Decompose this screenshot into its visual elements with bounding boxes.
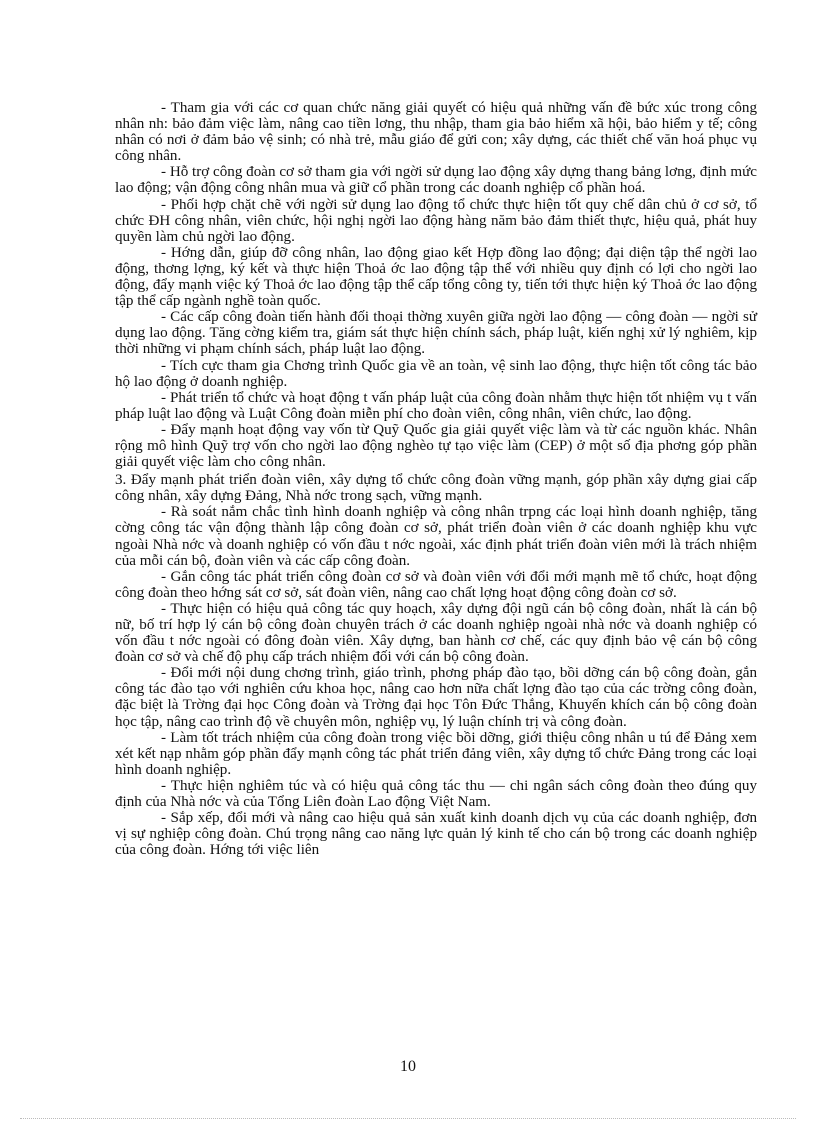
- paragraph: - Sắp xếp, đổi mới và nâng cao hiệu quả sản xuất kinh doanh dịch vụ của các doanh nghiệp, đơn vị sự nghiệp công đoàn. Chú trọng nâng cao năng lực quản lý kinh tế cho cán bộ trong các doanh nghiệp của công đoàn. Hớng tới việc liên: [115, 810, 757, 859]
- section-heading: 3. Đẩy mạnh phát triển đoàn viên, xây dựng tổ chức công đoàn vững mạnh, góp phần xây dựng giai cấp công nhân, xây dựng Đảng, Nhà nớc trong sạch, vững mạnh.: [115, 472, 757, 505]
- page-body: [115, 100, 757, 858]
- paragraph: - Hớng dẫn, giúp đỡ công nhân, lao động giao kết Hợp đồng lao động; đại diện tập thể ngời lao động, thơng lợng, ký kết và thực hiện Thoả ớc lao động tập thể với nhiều quy định có lợi cho ngời lao động, đẩy mạnh việc ký Thoả ớc lao động tập thể cấp tổng công ty, tiến tới thực hiện ký Thoả ớc lao động tập thể cấp ngành nghề toàn quốc.: [115, 244, 757, 310]
- paragraph: - Thực hiện nghiêm túc và có hiệu quả công tác thu — chi ngân sách công đoàn theo đúng quy định của Nhà nớc và của Tổng Liên đoàn Lao động Việt Nam.: [115, 777, 757, 811]
- page-number: 10: [400, 1058, 416, 1075]
- paragraph: - Gắn công tác phát triển công đoàn cơ sở và đoàn viên với đổi mới mạnh mẽ tổ chức, hoạt động công đoàn theo hớng sát cơ sở, sát đoàn viên, nâng cao chất lợng hoạt động công đoàn cơ sở.: [115, 568, 757, 601]
- paragraph: - Đổi mới nội dung chơng trình, giáo trình, phơng pháp đào tạo, bồi dỡng cán bộ công đoàn, gắn công tác đào tạo với nghiên cứu khoa học, nâng cao hơn nữa chất lợng đào tạo của các trờng công đoàn, đặc biệt là Trờng đại học Công đoàn và Trờng đại học Tôn Đức Thắng, Khuyến khích cán bộ công đoàn học tập, nâng cao trình độ về chuyên môn, nghiệp vụ, lý luận chính trị và công đoàn.: [115, 665, 757, 730]
- paragraph: - Phát triển tổ chức và hoạt động t vấn pháp luật của công đoàn nhằm thực hiện tốt nhiệm vụ t vấn pháp luật lao động và Luật Công đoàn miễn phí cho đoàn viên, công nhân, viên chức, lao động.: [115, 389, 757, 422]
- paragraph: - Đẩy mạnh hoạt động vay vốn từ Quỹ Quốc gia giải quyết việc làm và từ các nguồn khác. Nhân rộng mô hình Quỹ trợ vốn cho ngời lao động nghèo tự tạo việc làm (CEP) ở một số địa phơng góp phần giải quyết việc làm cho công nhân.: [115, 421, 757, 471]
- paragraph: - Tham gia với các cơ quan chức năng giải quyết có hiệu quả những vấn đề bức xúc trong công nhân nh: bảo đảm việc làm, nâng cao tiền lơng, thu nhập, tham gia bảo hiểm xã hội, bảo hiểm y tế; công nhân có nơi ở đảm bảo vệ sinh; có nhà trẻ, mẫu giáo để gửi con; xây dựng, các thiết chế văn hoá phục vụ công nhân.: [115, 100, 757, 165]
- paragraph: - Phối hợp chặt chẽ với ngời sử dụng lao động tổ chức thực hiện tốt quy chế dân chủ ở cơ sở, tổ chức ĐH công nhân, viên chức, hội nghị ngời lao động hàng năm bảo đảm thiết thực, hiệu quả, phát huy quyền làm chủ ngời lao động.: [115, 196, 757, 245]
- paragraph: - Tích cực tham gia Chơng trình Quốc gia về an toàn, vệ sinh lao động, thực hiện tốt công tác bảo hộ lao động ở doanh nghiệp.: [115, 357, 757, 390]
- page-bottom-divider: [20, 1118, 796, 1119]
- paragraph: - Rà soát nắm chắc tình hình doanh nghiệp và công nhân trpng các loại hình doanh nghiệp, tăng cờng công tác vận động thành lập công đoàn cơ sở, phát triển đoàn viên ở các doanh nghiệp khu vực ngoài Nhà nớc và doanh nghiệp có vốn đầu t nớc ngoài, xác định phát triển đoàn viên mới là trách nhiệm của mỗi cán bộ, đoàn viên và các cấp công đoàn.: [115, 504, 757, 569]
- paragraph: - Làm tốt trách nhiệm của công đoàn trong việc bồi dỡng, giới thiệu công nhân u tú để Đảng xem xét kết nạp nhằm góp phần đẩy mạnh công tác phát triển đảng viên, xây dựng tổ chức Đảng trong các loại hình doanh nghiệp.: [115, 729, 757, 778]
- paragraph: - Thực hiện có hiệu quả công tác quy hoạch, xây dựng đội ngũ cán bộ công đoàn, nhất là cán bộ nữ, bố trí hợp lý cán bộ công đoàn chuyên trách ở các doanh nghiệp ngoài nhà nớc và doanh nghiệp có vốn đầu t nớc ngoài có đông đoàn viên. Xây dựng, ban hành cơ chế, các quy định bảo vệ cán bộ công đoàn cơ sở và chế độ phụ cấp trách nhiệm đối với cán bộ công đoàn.: [115, 600, 757, 666]
- paragraph: - Các cấp công đoàn tiến hành đối thoại thờng xuyên giữa ngời lao động — công đoàn — ngời sử dụng lao động. Tăng cờng kiểm tra, giám sát thực hiện chính sách, pháp luật, kiến nghị xử lý nghiêm, kịp thời những vi phạm chính sách, pháp luật lao động.: [115, 309, 757, 358]
- paragraph: - Hỗ trợ công đoàn cơ sở tham gia với ngời sử dụng lao động xây dựng thang bảng lơng, định mức lao động; vận động công nhân mua và giữ cổ phần trong các doanh nghiệp cổ phần hoá.: [115, 164, 757, 197]
